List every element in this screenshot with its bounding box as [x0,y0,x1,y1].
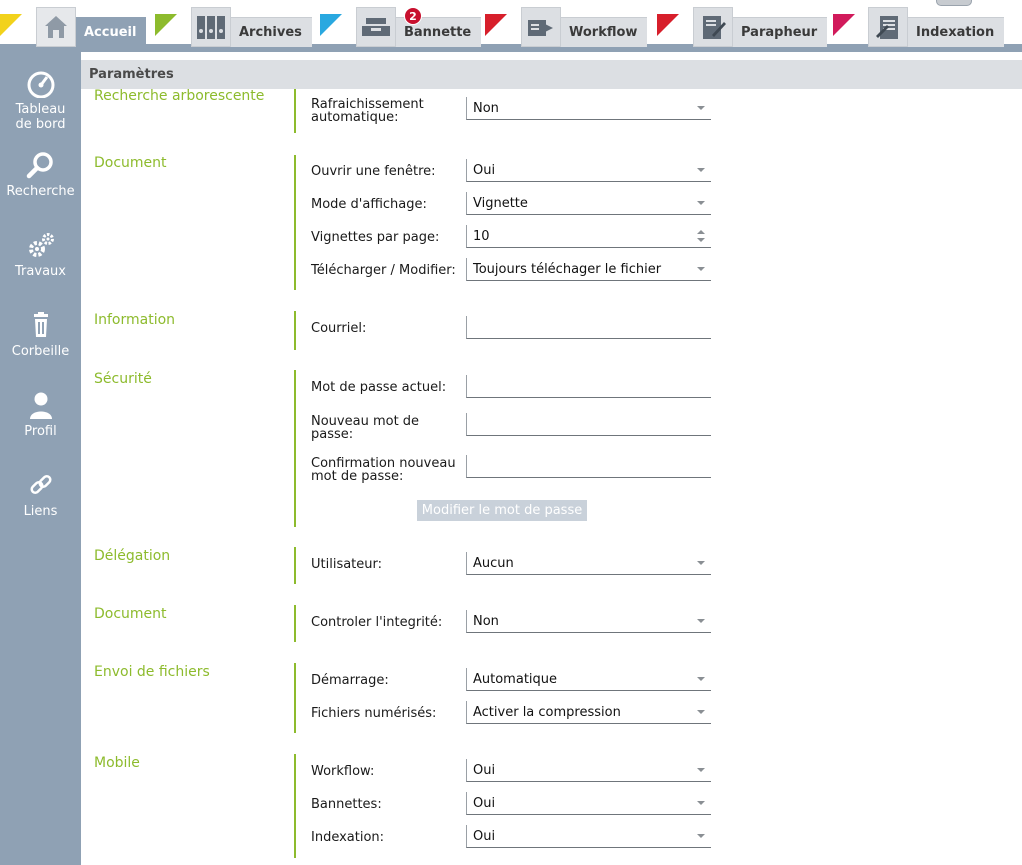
chevron-up-icon[interactable] [697,230,705,234]
tab-accueil[interactable] [36,5,146,47]
tab-label: Archives [231,17,312,47]
chevron-down-icon [697,267,705,271]
chevron-down-icon [697,619,705,623]
select-value: Oui [473,162,496,178]
email-field[interactable] [466,316,711,339]
change-password-button[interactable]: Modifier le mot de passe [417,500,587,521]
scanned-files-label: Fichiers numérisés: [311,706,437,721]
sidebar-item-label: Corbeille [11,344,70,359]
top-tab-bar [0,0,1022,52]
workflow-icon [521,7,561,47]
tab-bannette[interactable] [356,5,481,47]
section-divider [294,754,296,858]
thumbs-per-page-stepper[interactable] [466,225,711,248]
section-divider [294,605,296,642]
mobile-bannettes-label: Bannettes: [311,797,382,812]
home-icon [36,7,76,47]
binders-icon [191,7,231,47]
section-title-security: Sécurité [94,371,152,387]
select-value: Aucun [473,555,514,571]
magenta-flag-icon [833,14,855,36]
mobile-indexation-label: Indexation: [311,830,385,845]
select-value: Activer la compression [473,704,621,720]
chevron-down-icon [697,801,705,805]
sidebar-item-label: Liens [23,504,58,519]
select-value: Toujours téléchager le fichier [473,261,662,277]
section-divider [294,663,296,733]
red-flag-icon [657,14,679,36]
auto-refresh-label: Rafraichissement automatique: [311,97,424,125]
select-value: Oui [473,795,496,811]
chevron-down-icon [697,768,705,772]
sidebar-item-corbeille[interactable] [0,310,81,359]
mobile-bannettes-select[interactable] [466,792,711,815]
select-value: Non [473,613,499,629]
chevron-down-icon [697,106,705,110]
mobile-workflow-select[interactable] [466,759,711,782]
thumbs-per-page-label: Vignettes par page: [311,230,440,245]
yellow-flag-icon [0,14,22,36]
tab-label: Bannette [396,17,481,47]
section-divider [294,311,296,350]
new-password-label: Nouveau mot de passe: [311,414,420,442]
section-title-document-integrity: Document [94,606,167,622]
mobile-workflow-label: Workflow: [311,764,375,779]
section-divider [294,155,296,290]
display-mode-label: Mode d'affichage: [311,197,427,212]
auto-refresh-select[interactable] [466,97,711,120]
sidebar-item-profil[interactable] [0,390,81,439]
green-flag-icon [155,14,177,36]
link-icon [26,470,56,500]
new-password-field[interactable] [466,413,711,436]
download-edit-select[interactable] [466,258,711,281]
tab-archives[interactable] [191,5,312,47]
blue-flag-icon [320,14,342,36]
sidebar-item-recherche[interactable] [0,150,81,199]
chevron-down-icon [697,561,705,565]
chevron-down-icon [697,710,705,714]
integrity-label: Controler l'integrité: [311,615,443,630]
dashboard-gauge-icon [26,70,56,98]
chevron-down-icon [697,677,705,681]
section-title-upload: Envoi de fichiers [94,664,210,680]
gears-icon [26,230,56,260]
trash-icon [26,310,56,340]
delegation-user-select[interactable] [466,552,711,575]
sidebar-item-liens[interactable] [0,470,81,519]
sidebar-item-label: Profil [24,424,57,439]
open-window-select[interactable] [466,159,711,182]
select-value: Oui [473,828,496,844]
tab-label: Workflow [561,17,647,47]
section-divider [294,547,296,584]
upload-start-label: Démarrage: [311,673,389,688]
sidebar-item-label: Tableau de bord [15,102,66,132]
tray-icon [356,7,396,47]
signbook-icon [693,7,733,47]
section-divider [294,370,296,527]
scanned-files-select[interactable] [466,701,711,724]
tab-label: Accueil [76,17,146,47]
tab-parapheur[interactable] [693,5,827,47]
section-title-delegation: Délégation [94,548,171,564]
user-icon [26,390,56,420]
tab-label: Parapheur [733,17,827,47]
panel-title: Paramètres [81,60,1022,89]
sidebar-item-label: Recherche [6,184,75,199]
current-password-label: Mot de passe actuel: [311,380,447,395]
select-value: Vignette [473,195,528,211]
indexation-icon [868,7,908,47]
mobile-indexation-select[interactable] [466,825,711,848]
search-icon [26,150,56,180]
sidebar-item-label: Travaux [15,264,66,279]
tab-label: Indexation [908,17,1004,47]
download-edit-label: Télécharger / Modifier: [311,263,456,278]
section-divider [294,89,296,133]
notification-badge: 2 [404,7,422,25]
section-title-mobile: Mobile [94,755,140,771]
open-window-label: Ouvrir une fenêtre: [311,164,436,179]
section-title-information: Information [94,312,176,328]
section-title-tree: Recherche arborescente [94,88,265,104]
integrity-select[interactable] [466,610,711,633]
tab-workflow[interactable] [521,5,647,47]
confirm-password-label: Confirmation nouveau mot de passe: [311,456,456,484]
select-value: Non [473,100,499,116]
select-value: Oui [473,762,496,778]
delegation-user-label: Utilisateur: [311,557,383,572]
tab-indexation[interactable] [868,5,1004,47]
window-handle [936,0,972,6]
left-sidebar [0,52,81,865]
stepper-value: 10 [473,228,490,244]
select-value: Automatique [473,671,558,687]
section-title-document: Document [94,155,167,171]
confirm-password-field[interactable] [466,455,711,478]
current-password-field[interactable] [466,375,711,398]
display-mode-select[interactable] [466,192,711,215]
chevron-down-icon [697,201,705,205]
chevron-down-icon [697,168,705,172]
red-flag-icon [485,14,507,36]
sidebar-item-travaux[interactable] [0,230,81,279]
email-label: Courriel: [311,321,367,336]
upload-start-select[interactable] [466,668,711,691]
sidebar-item-tableau-de-bord[interactable] [0,70,81,132]
chevron-down-icon[interactable] [697,238,705,242]
chevron-down-icon [697,834,705,838]
